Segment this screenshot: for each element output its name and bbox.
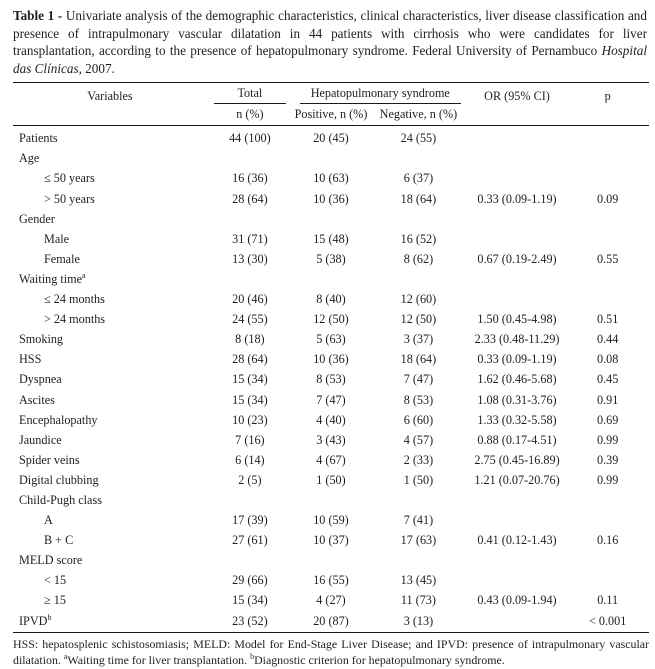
cell-positive: 20 (87) [313,613,349,628]
row-variable-label: B + C [44,533,74,548]
cell-negative: 11 (73) [400,593,436,608]
cell-positive: 4 (67) [316,452,346,467]
cell-negative: 8 (62) [403,251,434,266]
cell-p [566,288,649,308]
table-body [13,125,649,632]
cell-positive: 1 (50) [316,472,346,487]
table-row [13,570,649,590]
cell-total: 44 (100) [229,131,271,146]
cell-positive: 10 (37) [313,533,349,548]
cell-p [566,208,649,228]
cell-negative: 4 (57) [403,432,434,447]
cell-p: 0.69 [596,412,619,427]
cell-or [468,208,567,228]
cell-positive: 4 (27) [316,593,346,608]
row-variable-label: Patients [19,131,58,146]
cell-p: 0.51 [596,312,619,327]
table-row [13,349,649,369]
caption-text: Univariate analysis of the demographic characteristics, clinical characteristics, liver disease classification and presence of intrapulmonary vascular dilatation in 44 patients with cirrhosis who were candidates for liver transplantation, according to the presence of hepatopulmonary syndrome. Federal University of Pernambuco [13,8,647,59]
row-variable-label: MELD score [19,553,83,568]
row-variable-label: ≥ 15 [44,593,66,608]
cell-positive: 10 (36) [313,191,349,206]
caption-label: Table 1 - [13,8,63,23]
cell-p: 0.39 [596,452,619,467]
cell-positive [293,148,369,168]
table-row [13,148,649,168]
cell-p: 0.91 [596,392,619,407]
cell-total: 29 (66) [232,573,268,588]
footnote-abbreviations: HSS: hepatosplenic schistosomiasis; MELD: Model for End-Stage Liver Disease; and IPVD: presence of intrapulmonary vascular dilatation. [13,637,649,668]
cell-p [566,168,649,188]
cell-or: 0.33 (0.09-1.19) [477,191,557,206]
table-row [13,309,649,329]
row-variable-label: IPVD$^b$ [19,612,52,628]
data-table [13,82,649,633]
cell-total: 27 (61) [232,533,268,548]
table-row [13,208,649,228]
cell-or: 0.33 (0.09-1.19) [477,352,557,367]
cell-p [566,268,649,288]
cell-total [207,550,293,570]
cell-total: 10 (23) [232,412,268,427]
cell-or: 0.41 (0.12-1.43) [477,533,557,548]
cell-positive: 16 (55) [313,573,349,588]
cell-positive: 15 (48) [313,231,349,246]
cell-positive: 10 (36) [313,352,349,367]
footnote-note-b: Diagnostic criterion for hepatopulmonary syndrome. [254,653,505,668]
table-caption [13,7,647,77]
cell-negative: 18 (64) [400,191,437,206]
cell-positive: 8 (53) [316,372,346,387]
cell-total: 6 (14) [235,452,265,467]
table-row [13,329,649,349]
column-header-p: p [604,89,611,104]
table-row [13,469,649,489]
row-variable-label: Digital clubbing [19,472,99,487]
cell-total: 13 (30) [232,251,268,266]
cell-total [207,489,293,509]
table-row [13,268,649,288]
cell-positive [293,489,369,509]
cell-or: 0.43 (0.09-1.94) [477,593,557,608]
cell-p [566,125,649,148]
cell-total: 28 (64) [232,352,268,367]
cell-p [566,489,649,509]
cell-total: 8 (18) [235,332,265,347]
cell-total: 7 (16) [235,432,265,447]
table-row [13,489,649,509]
cell-total: 28 (64) [232,191,268,206]
subheader-total-n-pct: n (%) [207,106,293,126]
row-variable-label: ≤ 24 months [44,292,105,307]
table-row [13,168,649,188]
column-header-total: Total [207,83,293,106]
table-row [13,429,649,449]
cell-p [566,570,649,590]
row-variable-label: ≤ 50 years [44,171,95,186]
subheader-blank-variables [13,106,207,126]
cell-or: 0.67 (0.19-2.49) [477,251,557,266]
row-variable-label: Child-Pugh class [19,492,102,507]
cell-negative [369,489,468,509]
footnote [13,636,649,669]
cell-total: 23 (52) [232,613,268,628]
row-variable-label: Jaundice [19,432,62,447]
cell-negative: 7 (41) [403,513,434,528]
cell-total: 15 (34) [232,392,268,407]
footnote-sup-a: a [63,652,68,662]
cell-positive: 4 (40) [316,412,346,427]
subheader-blank-p [566,106,649,126]
cell-p: 0.11 [597,593,619,608]
cell-or: 1.21 (0.07-20.76) [474,472,560,487]
cell-positive: 10 (59) [313,513,349,528]
row-variable-label: < 15 [44,573,67,588]
cell-p: 0.16 [596,533,619,548]
footnote-sup-b: b [250,652,255,662]
cell-or [468,228,567,248]
row-variable-label: Dyspnea [19,372,62,387]
cell-or [468,125,567,148]
cell-negative: 17 (63) [400,533,437,548]
cell-negative [369,148,468,168]
cell-p: < 0.001 [588,613,627,628]
cell-negative: 7 (47) [403,372,434,387]
cell-p: 0.44 [596,332,619,347]
cell-or: 2.33 (0.48-11.29) [474,332,560,347]
row-variable-label: A [44,513,53,528]
cell-negative: 18 (64) [400,352,437,367]
table-row [13,188,649,208]
cell-positive: 20 (45) [313,131,349,146]
row-variable-label: Spider veins [19,452,80,467]
cell-positive [293,268,369,288]
row-variable-label: Ascites [19,392,55,407]
table-row [13,610,649,633]
cell-or: 1.50 (0.45-4.98) [477,312,557,327]
cell-negative: 13 (45) [400,573,437,588]
table-head [13,83,649,126]
cell-p: 0.09 [596,191,619,206]
cell-total: 17 (39) [232,513,268,528]
cell-positive: 5 (63) [316,332,346,347]
cell-or [468,509,567,529]
subheader-negative-n-pct: Negative, n (%) [369,106,468,126]
caption-institution: Hospital das Clínicas [13,43,647,76]
cell-negative: 2 (33) [403,452,434,467]
footnote-note-a: Waiting time for liver transplantation. [67,653,251,668]
cell-negative: 8 (53) [403,392,434,407]
cell-or [468,268,567,288]
cell-or: 0.88 (0.17-4.51) [477,432,557,447]
cell-negative [369,550,468,570]
cell-p: 0.55 [596,251,619,266]
header-row-2 [13,106,649,126]
cell-p: 0.08 [596,352,619,367]
table-row [13,125,649,148]
row-variable-label: Waiting time$^a$ [19,270,86,286]
column-header-variables: Variables [87,89,133,104]
cell-positive [293,550,369,570]
cell-negative: 6 (37) [403,171,434,186]
cell-or [468,168,567,188]
cell-p [566,550,649,570]
cell-p: 0.99 [596,432,619,447]
cell-total: 31 (71) [232,231,268,246]
table-row [13,248,649,268]
row-variable-label: Smoking [19,332,64,347]
table-row [13,409,649,429]
table-row [13,449,649,469]
cell-positive: 12 (50) [313,312,349,327]
cell-negative: 12 (50) [400,312,437,327]
cell-total: 2 (5) [238,472,262,487]
cell-negative: 3 (13) [403,613,434,628]
cell-negative: 12 (60) [400,292,437,307]
cell-p: 0.99 [596,472,619,487]
row-variable-label: Female [44,251,80,266]
header-row-1 [13,83,649,106]
cell-negative: 3 (37) [403,332,434,347]
column-header-or: OR (95% CI) [484,89,550,104]
row-variable-label: Encephalopathy [19,412,98,427]
row-variable-label: > 50 years [44,191,95,206]
cell-or [468,489,567,509]
cell-or [468,610,567,633]
cell-positive: 5 (38) [316,251,346,266]
cell-or [468,570,567,590]
table-row [13,550,649,570]
cell-p [566,148,649,168]
row-variable-label: > 24 months [44,312,106,327]
cell-p [566,228,649,248]
cell-total: 24 (55) [232,312,268,327]
row-variable-label: Gender [19,211,55,226]
table-row [13,530,649,550]
cell-total: 20 (46) [232,292,268,307]
cell-p [566,509,649,529]
table-row [13,228,649,248]
cell-positive: 7 (47) [316,392,346,407]
cell-or [468,288,567,308]
cell-or: 1.08 (0.31-3.76) [477,392,557,407]
cell-negative: 16 (52) [400,231,437,246]
row-variable-label: HSS [19,352,42,367]
table-row [13,590,649,610]
subheader-blank-or [468,106,567,126]
cell-positive [293,208,369,228]
caption-year: , 2007. [78,60,115,76]
cell-or [468,148,567,168]
cell-positive: 3 (43) [316,432,346,447]
subheader-positive-n-pct: Positive, n (%) [293,106,369,126]
cell-total [207,268,293,288]
table-row [13,509,649,529]
table-row [13,389,649,409]
cell-total: 15 (34) [232,593,268,608]
row-variable-label: Male [44,231,70,246]
cell-positive: 8 (40) [316,292,346,307]
cell-negative: 6 (60) [403,412,434,427]
cell-or: 1.62 (0.46-5.68) [477,372,557,387]
column-group-hepatopulmonary-syndrome: Hepatopulmonary syndrome [293,83,468,106]
cell-negative: 24 (55) [400,131,437,146]
cell-or: 2.75 (0.45-16.89) [474,452,560,467]
row-variable-label: Age [19,151,40,166]
cell-positive: 10 (63) [313,171,349,186]
cell-total [207,208,293,228]
cell-or [468,550,567,570]
cell-total: 16 (36) [232,171,268,186]
table-row [13,369,649,389]
cell-or: 1.33 (0.32-5.58) [477,412,557,427]
cell-negative [369,268,468,288]
cell-total: 15 (34) [232,372,268,387]
cell-p: 0.45 [596,372,619,387]
cell-total [207,148,293,168]
cell-negative [369,208,468,228]
table-row [13,288,649,308]
cell-negative: 1 (50) [403,472,434,487]
